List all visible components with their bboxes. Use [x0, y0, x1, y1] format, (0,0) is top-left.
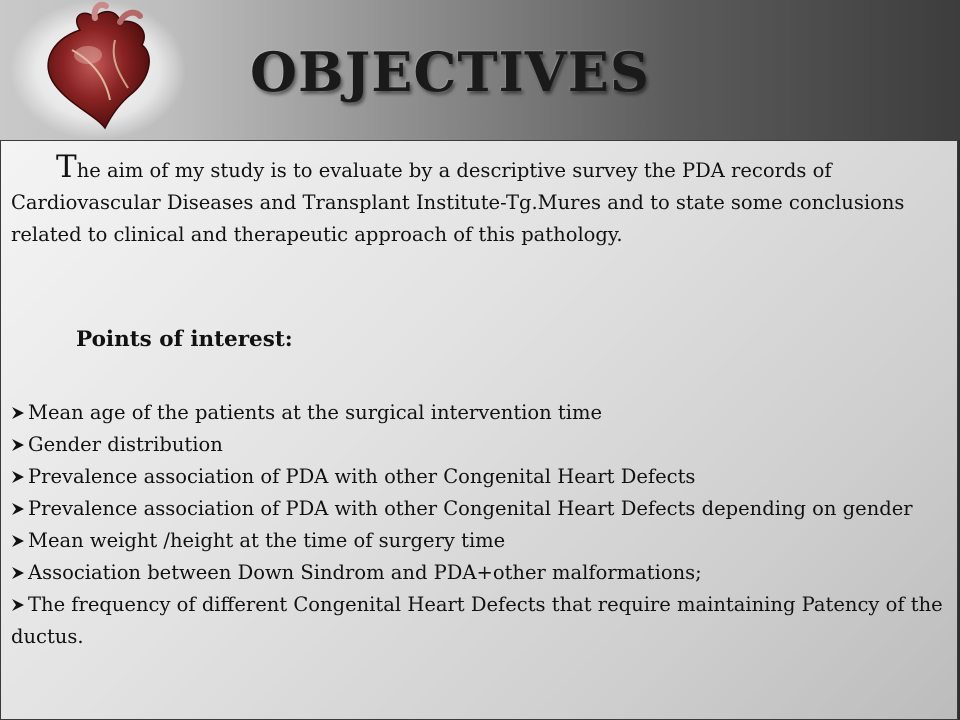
arrow-bullet-icon	[11, 502, 25, 516]
arrow-bullet-icon	[11, 598, 25, 612]
arrow-bullet-icon	[11, 470, 25, 484]
list-item-text: Association between Down Sindrom and PDA+other malformations;	[28, 561, 702, 584]
arrow-bullet-icon	[11, 406, 25, 420]
page-title: OBJECTIVES	[250, 40, 650, 104]
arrow-bullet-icon	[11, 438, 25, 452]
list-item-text: Prevalence association of PDA with other Congenital Heart Defects	[28, 465, 696, 488]
list-item	[11, 429, 951, 461]
list-item	[11, 525, 951, 557]
content-panel	[0, 140, 958, 720]
slide-header	[0, 0, 960, 140]
list-item-text: Gender distribution	[28, 433, 223, 456]
list-item	[11, 397, 951, 429]
points-list	[11, 397, 951, 653]
arrow-bullet-icon	[11, 534, 25, 548]
arrow-bullet-icon	[11, 566, 25, 580]
list-item	[11, 493, 951, 525]
intro-paragraph	[11, 149, 946, 251]
list-item-text: The frequency of different Congenital Heart Defects that require maintaining Patency of the ductus.	[11, 593, 943, 648]
list-item	[11, 557, 951, 589]
list-item-text: Mean weight /height at the time of surgery time	[28, 529, 506, 552]
intro-dropcap: T	[56, 149, 77, 185]
points-heading: Points of interest:	[76, 327, 293, 352]
intro-text: he aim of my study is to evaluate by a descriptive survey the PDA records of Cardiovascular Diseases and Transplant Institute-Tg.Mures and to state some conclusions related to clinical and therapeutic approach of this pathology.	[11, 159, 905, 246]
list-item	[11, 589, 951, 653]
list-item	[11, 461, 951, 493]
list-item-text: Prevalence association of PDA with other Congenital Heart Defects depending on gender	[28, 497, 913, 520]
list-item-text: Mean age of the patients at the surgical intervention time	[28, 401, 603, 424]
heart-illustration	[10, 0, 185, 140]
